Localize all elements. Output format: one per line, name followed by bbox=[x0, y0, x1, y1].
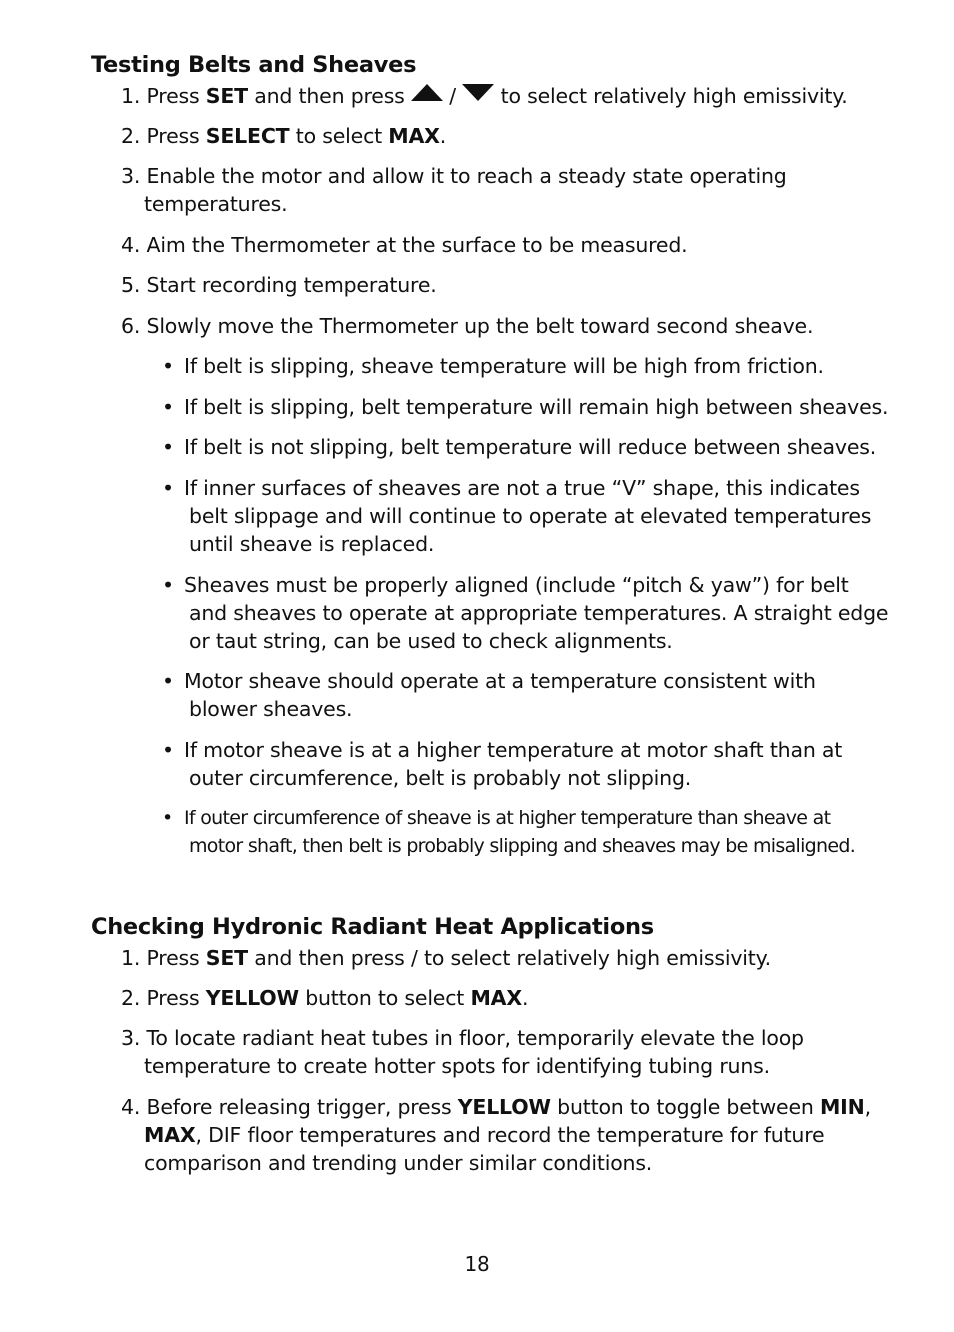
bullet-icon: • bbox=[162, 476, 174, 500]
section-title-belts: Testing Belts and Sheaves bbox=[91, 52, 417, 78]
bullet-item: • If outer circumference of sheave is at higher temperature than sheave at motor shaft, then belt is probably slipping and sheaves may be misaligned. bbox=[162, 804, 907, 860]
bullet-icon: • bbox=[162, 669, 174, 693]
page-number: 18 bbox=[464, 1252, 490, 1276]
bullet-item: • If belt is not slipping, belt temperature will reduce between sheaves. bbox=[162, 435, 877, 459]
bullet-icon: • bbox=[162, 435, 174, 459]
step-5: 5. Start recording temperature. bbox=[121, 273, 437, 297]
step-3: 3. Enable the motor and allow it to reach a steady state operating temperatures. bbox=[121, 164, 787, 216]
bullet-icon: • bbox=[162, 354, 174, 378]
bullet-icon: • bbox=[162, 807, 173, 829]
step-6: 6. Slowly move the Thermometer up the belt toward second sheave. bbox=[121, 314, 814, 338]
down-arrow-icon bbox=[462, 84, 494, 101]
bullet-icon: • bbox=[162, 738, 174, 762]
bullet-item: • If inner surfaces of sheaves are not a true “V” shape, this indicates belt slippage and will continue to operate at elevated temperatures until sheave is replaced. bbox=[162, 476, 872, 556]
bullet-item: • If motor sheave is at a higher temperature at motor shaft than at outer circumference, belt is probably not slipping. bbox=[162, 738, 843, 790]
bullet-icon: • bbox=[162, 573, 174, 597]
bullet-item: • If belt is slipping, sheave temperature will be high from friction. bbox=[162, 354, 824, 378]
bullet-item: • If belt is slipping, belt temperature will remain high between sheaves. bbox=[162, 395, 889, 419]
step-1: 1. Press SET and then press / to select relatively high emissivity. bbox=[121, 946, 771, 970]
bullet-item: • Sheaves must be properly aligned (include “pitch & yaw”) for belt and sheaves to operate at appropriate temperatures. A straight edge or taut string, can be used to check alignments. bbox=[162, 573, 889, 653]
step-2: 2. Press YELLOW button to select MAX. bbox=[121, 986, 529, 1010]
bullet-icon: • bbox=[162, 395, 174, 419]
section-title-hydronic: Checking Hydronic Radiant Heat Applications bbox=[91, 914, 654, 940]
up-arrow-icon bbox=[411, 84, 443, 101]
step-4: 4. Before releasing trigger, press YELLOW button to toggle between MIN, MAX, DIF floor temperatures and record the temperature for future comparison and trending under similar conditions. bbox=[121, 1095, 871, 1175]
step-1: 1. Press SET and then press / to select relatively high emissivity. bbox=[121, 84, 848, 108]
step-3: 3. To locate radiant heat tubes in floor, temporarily elevate the loop temperature to create hotter spots for identifying tubing runs. bbox=[121, 1026, 804, 1078]
step-2: 2. Press SELECT to select MAX. bbox=[121, 124, 447, 148]
step-4: 4. Aim the Thermometer at the surface to be measured. bbox=[121, 233, 688, 257]
bullet-item: • Motor sheave should operate at a temperature consistent with blower sheaves. bbox=[162, 669, 816, 721]
